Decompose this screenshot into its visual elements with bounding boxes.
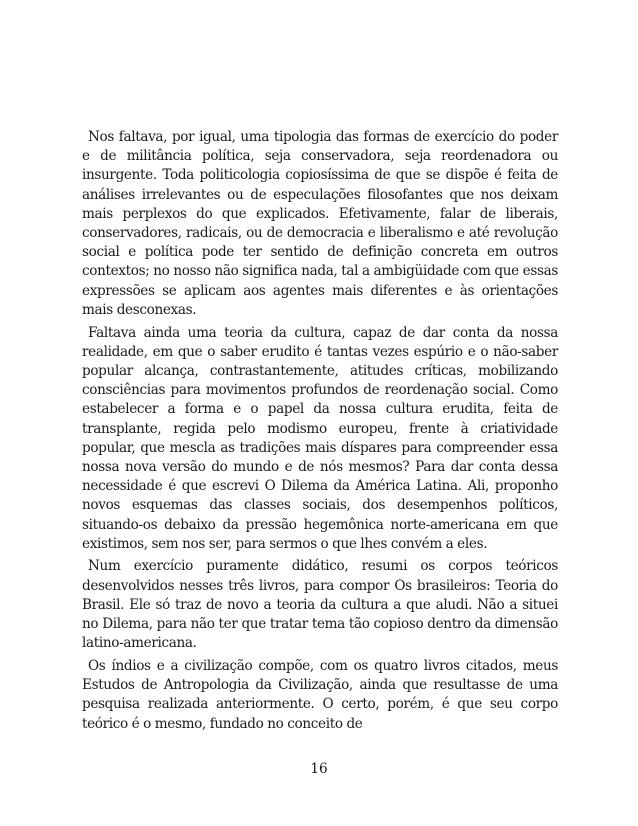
paragraph-indios-e-civilizacao: Os índios e a civilização compõe, com os quatro livros citados, meus Estudos de Antropologia da Civilização, ainda que resultasse de uma pesquisa realizada anteriormente. O certo, porém, é que seu corpo teórico é o mesmo, fundado no conceito de [82, 657, 558, 732]
page-body [82, 128, 558, 737]
paragraph-tipologia: Nos faltava, por igual, uma tipologia das formas de exercício do poder e de militância política, seja conservadora, seja reordenadora ou insurgente. Toda politicologia copiosíssima de que se dispõe é feita de análises irrelevantes ou de especulações filosofantes que nos deixam mais perplexos do que explicados. Efetivamente, falar de liberais, conservadores, radicais, ou de democracia e liberalismo e até revolução social e política pode ter sentido de definição concreta em outros contextos; no nosso não significa nada, tal a ambigüidade com que essas expressões se aplicam aos agentes mais diferentes e às orientações mais desconexas. [82, 129, 558, 318]
paragraph-teoria-da-cultura: Faltava ainda uma teoria da cultura, capaz de dar conta da nossa realidade, em que o saber erudito é tantas vezes espúrio e o não-saber popular alcança, contrastantemente, atitudes críticas, mobilizando consciências para movimentos profundos de reordenação social. Como estabelecer a forma e o papel da nossa cultura erudita, feita de transplante, regida pelo modismo europeu, frente à criatividade popular, que mescla as tradições mais díspares para compreender essa nossa nova versão do mundo e de nós mesmos? Para dar conta dessa necessidade é que escrevi O Dilema da América Latina. Ali, proponho novos esquemas das classes sociais, dos desempenhos políticos, situando-os debaixo da pressão hegemônica norte-americana em que existimos, sem nos ser, para sermos o que lhes convém a eles. [82, 324, 558, 552]
paragraph-exercicio-didatico: Num exercício puramente didático, resumi os corpos teóricos desenvolvidos nesses três livros, para compor Os brasileiros: Teoria do Brasil. Ele só traz de novo a teoria da cultura a que aludi. Não a situei no Dilema, para não ter que tratar tema tão copioso dentro da dimensão latino-americana. [82, 558, 558, 652]
page-number: 16 [310, 761, 328, 777]
